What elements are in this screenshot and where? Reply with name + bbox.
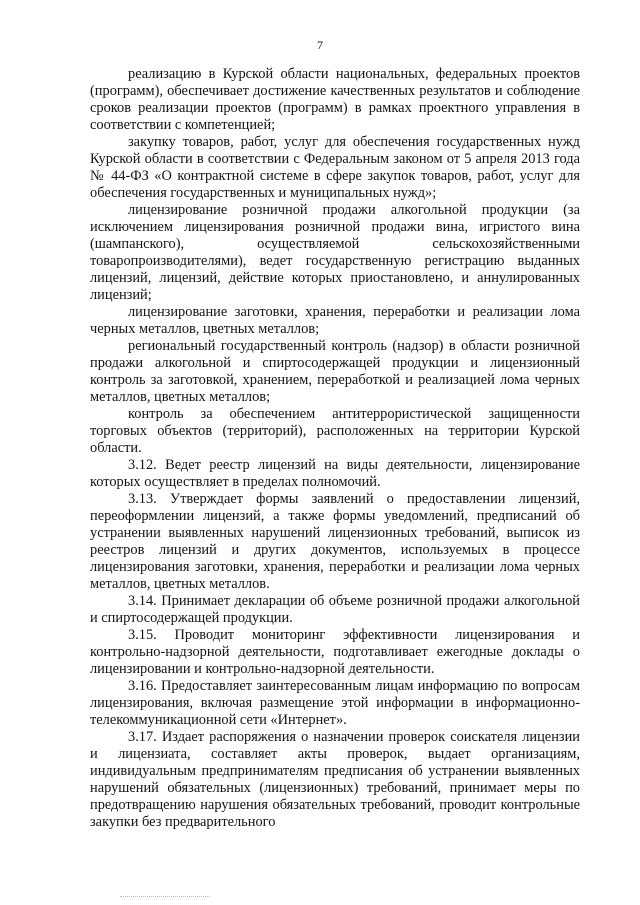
paragraph-alcohol-licensing: лицензирование розничной продажи алкогольной продукции (за исключением лицензирования розничной продажи вина, игристого вина (шампанского), осуществляемой сельскохозяйственными товаропроизводителями), ведет государственную регистрацию выданных лицензий, лицензий, действие которых приостановлено, и аннулированных лицензий; xyxy=(90,202,580,303)
page-number: 7 xyxy=(317,38,323,52)
paragraph-scrap-metal-licensing: лицензирование заготовки, хранения, переработки и реализации лома черных металлов, цветных металлов; xyxy=(90,304,580,337)
paragraph-3-16: 3.16. Предоставляет заинтересованным лицам информацию по вопросам лицензирования, включая размещение этой информации в информационно-телекоммуникационной сети «Интернет». xyxy=(90,678,580,728)
paragraph-3-17: 3.17. Издает распоряжения о назначении проверок соискателя лицензии и лицензиата, составляет акты проверок, выдает организациям, индивидуальным предпринимателям предписания об устранении выявленных нарушений обязательных (лицензионных) требований, принимает меры по предотвращению нарушения обязательных требований, проводит контрольные закупки без предварительного xyxy=(90,729,580,830)
paragraph-3-15: 3.15. Проводит мониторинг эффективности лицензирования и контрольно-надзорной деятельности, подготавливает ежегодные доклады о лицензировании и контрольно-надзорной деятельности. xyxy=(90,627,580,677)
paragraph-3-12: 3.12. Ведет реестр лицензий на виды деятельности, лицензирование которых осуществляет в пределах полномочий. xyxy=(90,457,580,490)
paragraph-antiterror-control: контроль за обеспечением антитеррористической защищенности торговых объектов (территорий), расположенных на территории Курской области. xyxy=(90,406,580,456)
paragraph-procurement: закупку товаров, работ, услуг для обеспечения государственных нужд Курской области в соответствии с Федеральным законом от 5 апреля 2013 года № 44-ФЗ «О контрактной системе в сфере закупок товаров, работ, услуг для обеспечения государственных и муниципальных нужд»; xyxy=(90,134,580,201)
document-body xyxy=(90,66,580,831)
bottom-divider xyxy=(120,896,210,897)
paragraph-regional-control: региональный государственный контроль (надзор) в области розничной продажи алкогольной и спиртосодержащей продукции и лицензионный контроль за заготовкой, хранением, переработкой и реализацией лома черных металлов, цветных металлов; xyxy=(90,338,580,405)
paragraph-implementation-projects: реализацию в Курской области национальных, федеральных проектов (программ), обеспечивает достижение качественных результатов и соблюдение сроков реализации проектов (программ) в рамках проектного управления в соответствии с компетенцией; xyxy=(90,66,580,133)
paragraph-3-13: 3.13. Утверждает формы заявлений о предоставлении лицензий, переоформлении лицензий, а также формы уведомлений, предписаний об устранении выявленных нарушений лицензионных требований, выписок из реестров лицензий и других документов, используемых в процессе лицензирования заготовки, хранения, переработки и реализации лома черных металлов, цветных металлов. xyxy=(90,491,580,592)
paragraph-3-14: 3.14. Принимает декларации об объеме розничной продажи алкогольной и спиртосодержащей продукции. xyxy=(90,593,580,626)
